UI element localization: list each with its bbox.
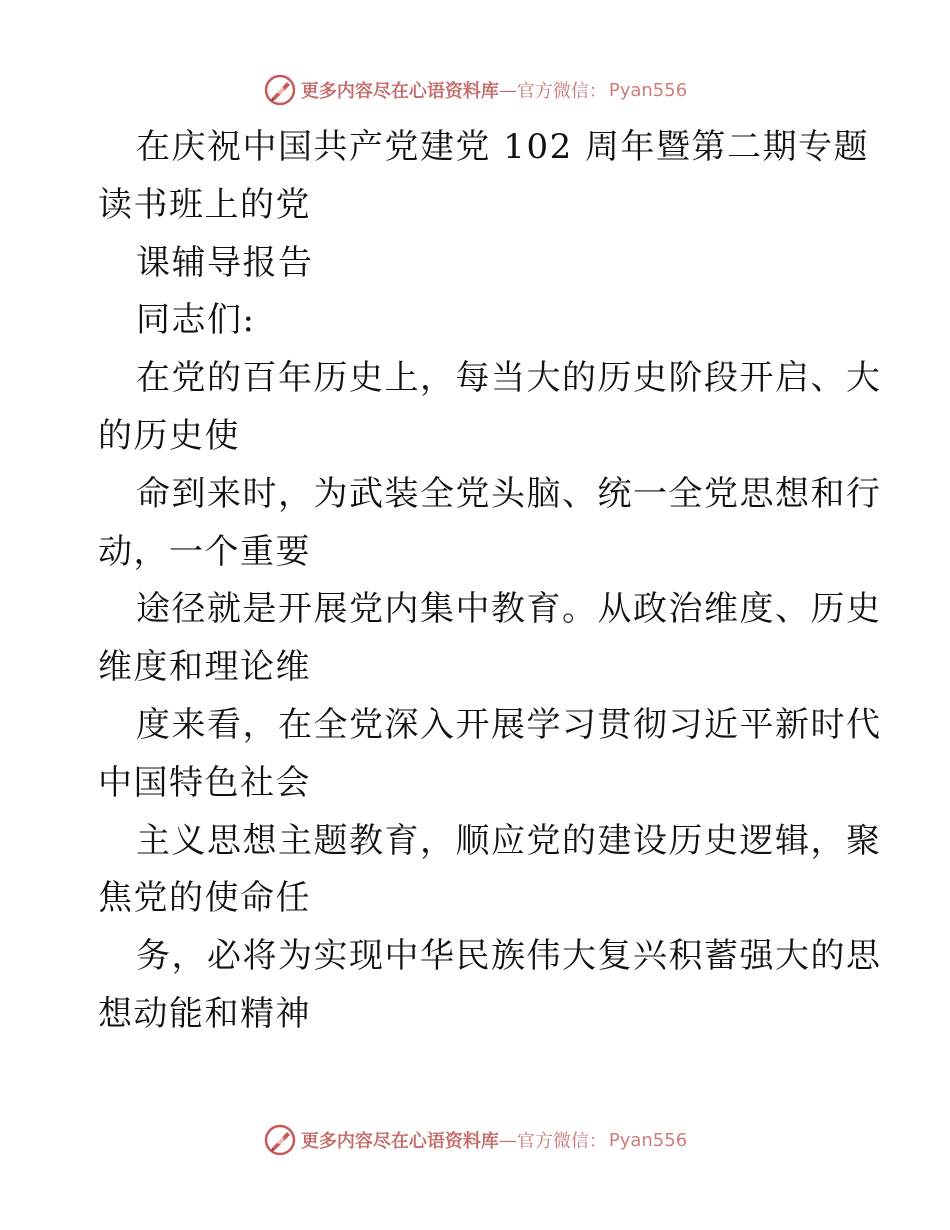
header-banner[interactable] [0,70,950,110]
text-line: 务，必将为实现中华民族伟大复兴积蓄强大的思 [136,936,882,977]
pen-logo-icon [263,73,297,107]
text-line: 命到来时，为武装全党头脑、统一全党思想和行 [136,473,882,514]
pen-logo-icon [263,1123,297,1157]
text-line: 想动能和精神 [98,993,311,1034]
text-line: 课辅导报告 [136,242,314,283]
text-line: 在党的百年历史上，每当大的历史阶段开启、大 [136,358,882,399]
text-line: 途径就是开展党内集中教育。从政治维度、历史 [136,589,882,630]
banner-wechat-id: Pyan556 [608,79,688,101]
banner-wechat-id: Pyan556 [608,1129,688,1151]
banner-separator: — [498,79,517,101]
text-line: 动，一个重要 [98,531,311,572]
footer-banner[interactable] [0,1120,950,1160]
text-line: 主义思想主题教育，顺应党的建设历史逻辑，聚 [136,820,882,861]
text-line: 焦党的使命任 [98,878,311,919]
banner-brand: 更多内容尽在心语资料库 [300,1131,499,1152]
banner-wechat-label: 官方微信： [516,1131,607,1152]
text-line: 度来看，在全党深入开展学习贯彻习近平新时代 [136,704,882,745]
text-line: 同志们: [136,300,256,341]
banner-wechat-label: 官方微信： [516,81,607,102]
text-line: 中国特色社会 [98,762,311,803]
banner-brand: 更多内容尽在心语资料库 [300,81,499,102]
text-line: 的历史使 [98,415,240,456]
text-line: 在庆祝中国共产党建党 102 周年暨第二期专题 [136,127,870,167]
banner-separator: — [498,1129,517,1151]
text-line: 读书班上的党 [98,184,311,225]
document-body [98,119,882,1044]
text-line: 维度和理论维 [98,647,311,688]
